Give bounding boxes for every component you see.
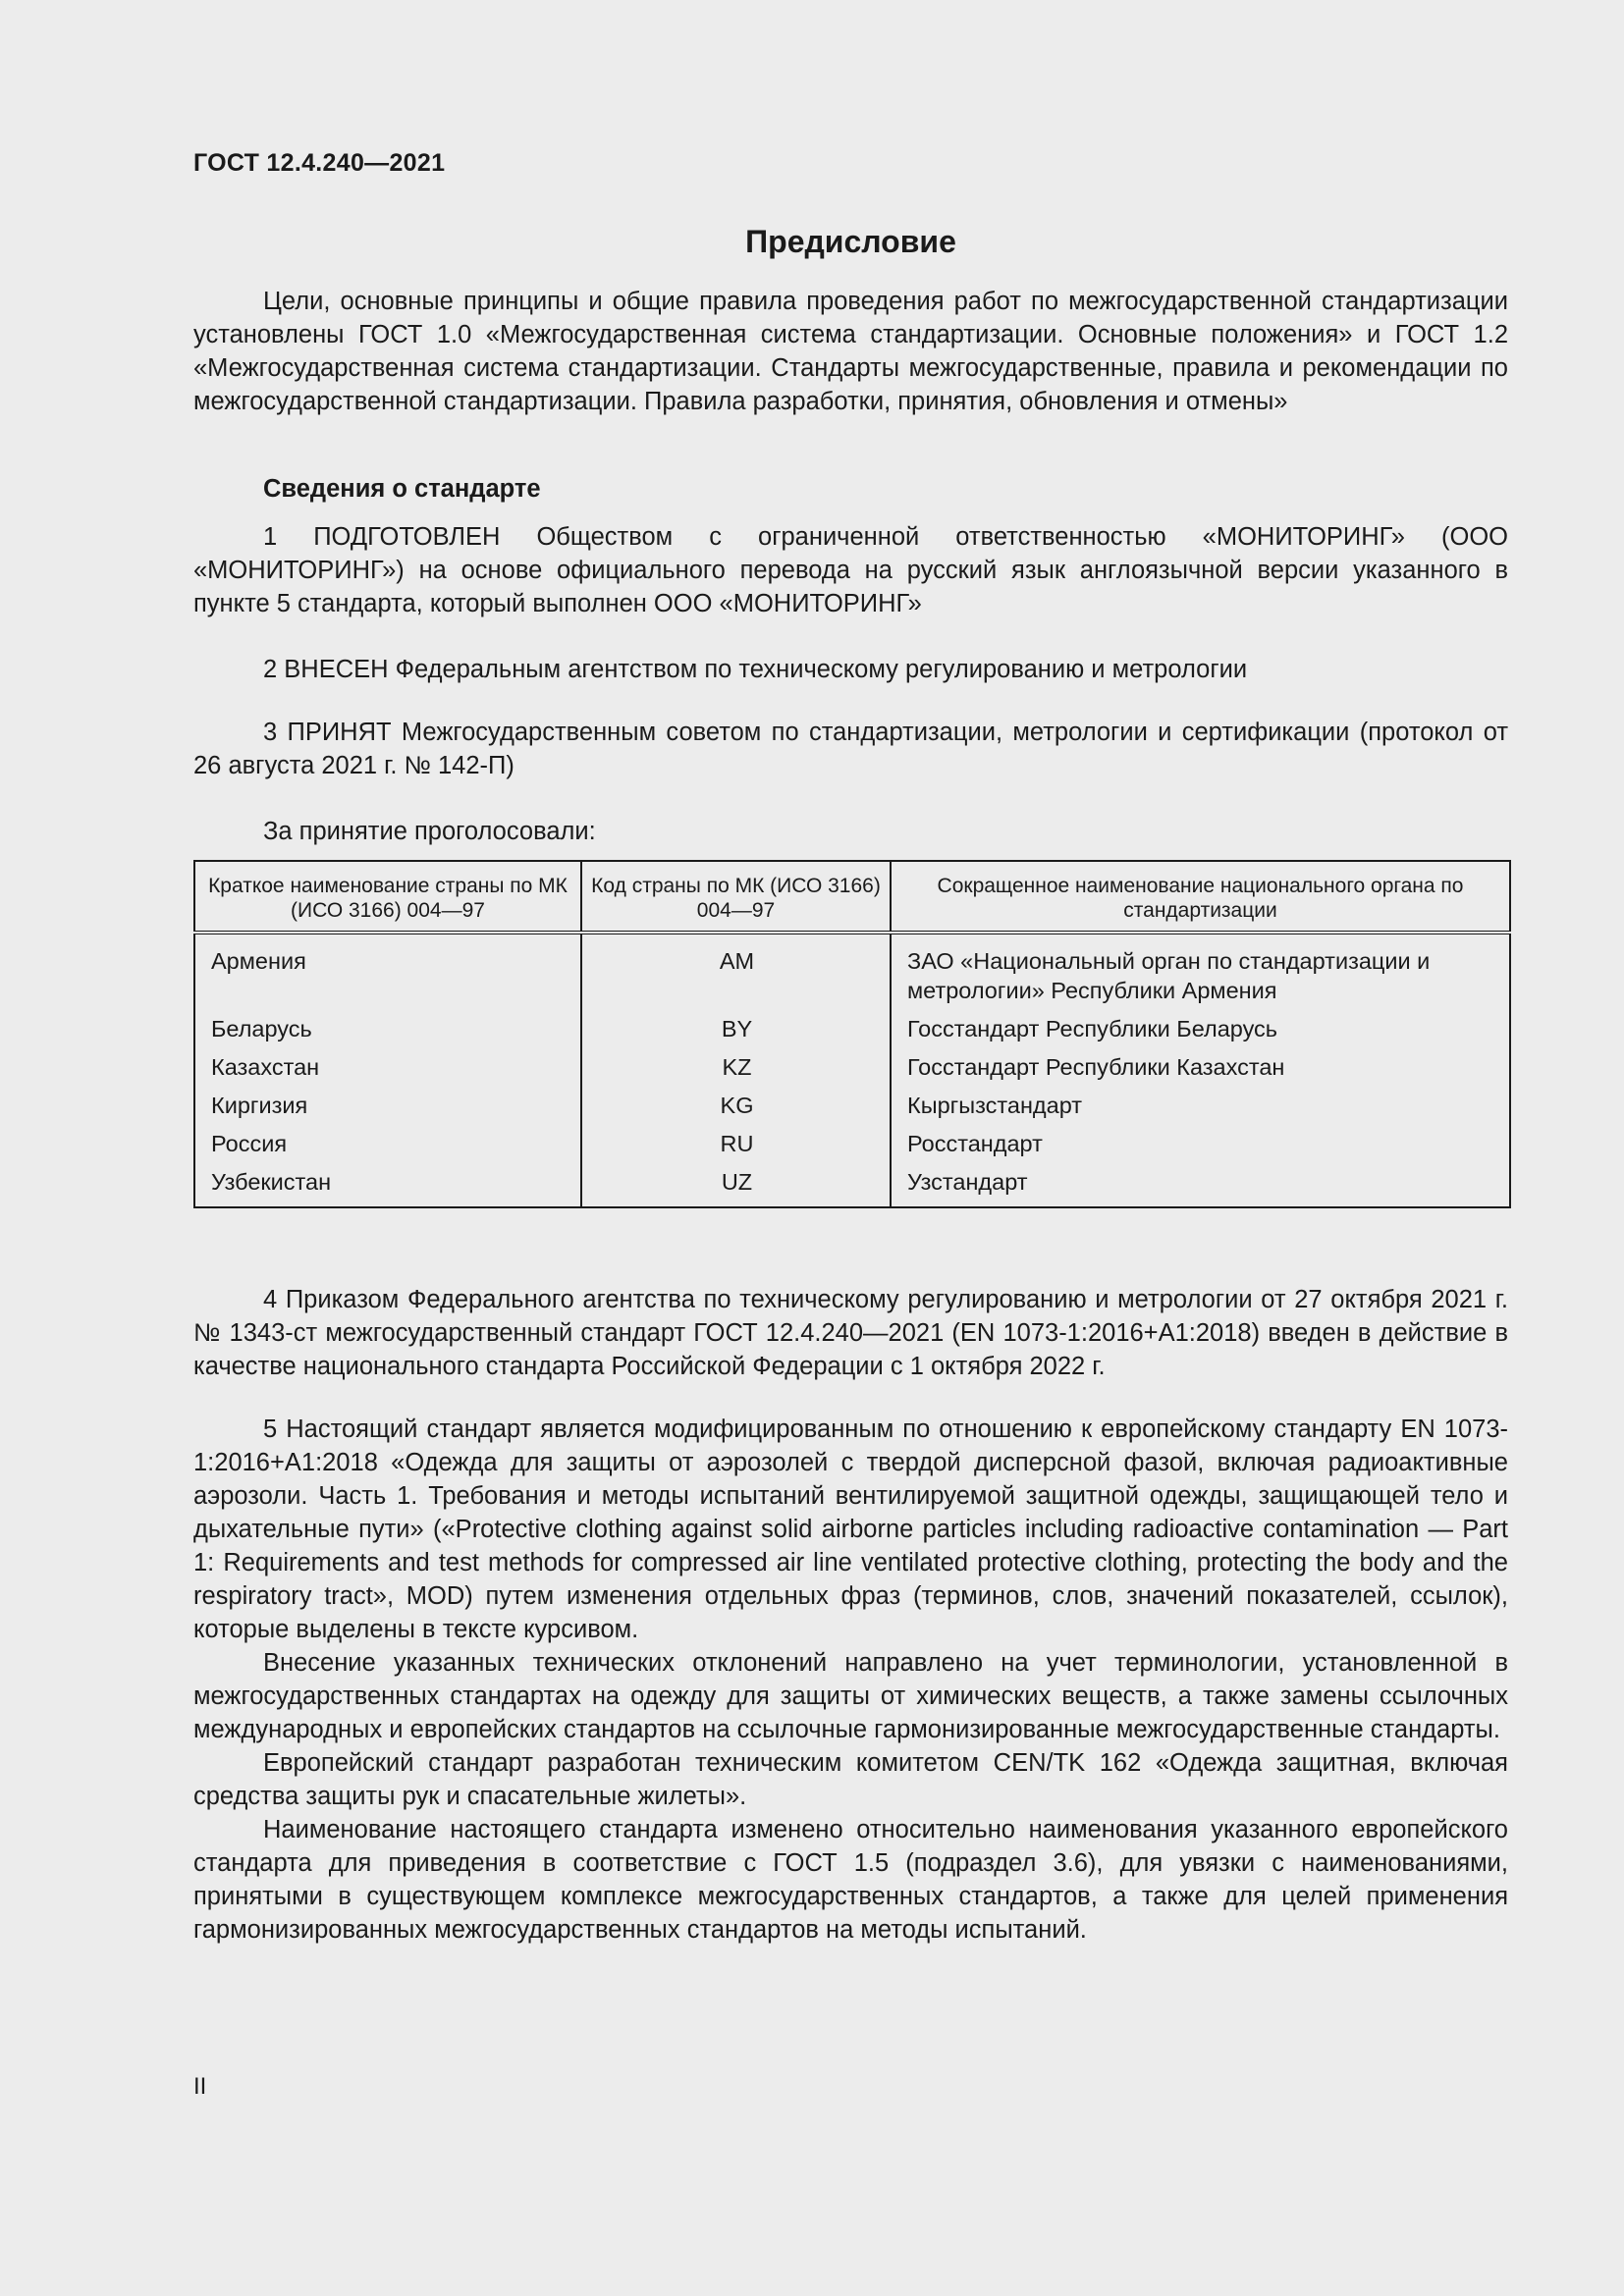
table-row xyxy=(194,1047,1510,1086)
item-2-paragraph: 2 ВНЕСЕН Федеральным агентством по техническому регулированию и метрологии xyxy=(263,656,1248,683)
cell-code: UZ xyxy=(581,1162,891,1207)
table-row xyxy=(194,1009,1510,1047)
voting-table xyxy=(193,860,1511,1208)
cell-code: KZ xyxy=(581,1047,891,1086)
item-5-paragraph: 5 Настоящий стандарт является модифицированным по отношению к европейскому стандарту EN 1073-1:2016+A1:2018 «Одежда для защиты от аэрозолей с твердой дисперсной фазой, включая радиоактивные аэрозоли. Часть 1. Требования и методы испытаний вентилируемой защитной одежды, защищающей тело и дыхательные пути» («Protective clothing against solid airborne particles including radioactive contamination — Part 1: Requirements and test methods for compressed air line ventilated protective clothing, protecting the body and the respiratory tract», MOD) путем изменения отдельных фраз (терминов, слов, значений показателей, ссылок), которые выделены в тексте курсивом. xyxy=(193,1415,1508,1643)
cell-country: Армения xyxy=(194,933,581,1009)
table-row xyxy=(194,933,1510,1009)
table-row xyxy=(194,1124,1510,1162)
cell-country: Узбекистан xyxy=(194,1162,581,1207)
header-body: Сокращенное наименование национального органа по стандартизации xyxy=(891,861,1510,933)
item-4-paragraph: 4 Приказом Федерального агентства по техническому регулированию и метрологии от 27 октября 2021 г. № 1343-ст межгосударственный стандарт ГОСТ 12.4.240—2021 (EN 1073-1:2016+A1:2018) введен в действие в качестве национального стандарта Российской Федерации с 1 октября 2022 г. xyxy=(193,1286,1508,1380)
cell-body: ЗАО «Национальный орган по стандартизации и метрологии» Республики Армения xyxy=(891,933,1510,1009)
committee-paragraph: Европейский стандарт разработан техническим комитетом CEN/TK 162 «Одежда защитная, включая средства защиты рук и спасательные жилеты». xyxy=(193,1749,1508,1810)
cell-country: Киргизия xyxy=(194,1086,581,1124)
cell-country: Беларусь xyxy=(194,1009,581,1047)
item-1-paragraph: 1 ПОДГОТОВЛЕН Обществом с ограниченной ответственностью «МОНИТОРИНГ» (ООО «МОНИТОРИНГ») на основе официального перевода на русский язык англоязычной версии указанного в пункте 5 стандарта, который выполнен ООО «МОНИТОРИНГ» xyxy=(193,523,1508,617)
table-row xyxy=(194,1162,1510,1207)
name-change-paragraph: Наименование настоящего стандарта изменено относительно наименования указанного европейского стандарта для приведения в соответствие с ГОСТ 1.5 (подраздел 3.6), для увязки с наименованиями, принятыми в существующем комплексе межгосударственных стандартов, а также для целей применения гармонизированных межгосударственных стандартов на методы испытаний. xyxy=(193,1816,1508,1944)
cell-body: Кыргызстандарт xyxy=(891,1086,1510,1124)
section-heading: Сведения о стандарте xyxy=(263,475,541,503)
cell-country: Россия xyxy=(194,1124,581,1162)
cell-code: RU xyxy=(581,1124,891,1162)
document-code: ГОСТ 12.4.240—2021 xyxy=(193,149,446,177)
deviations-paragraph: Внесение указанных технических отклонений направлено на учет терминологии, установленной в межгосударственных стандартах на одежду для защиты от химических веществ, а также замены ссылочных международных и европейских стандартов на ссылочные гармонизированные межгосударственные стандарты. xyxy=(193,1649,1508,1743)
intro-paragraph: Цели, основные принципы и общие правила проведения работ по межгосударственной стандартизации установлены ГОСТ 1.0 «Межгосударственная система стандартизации. Основные положения» и ГОСТ 1.2 «Межгосударственная система стандартизации. Стандарты межгосударственные, правила и рекомендации по межгосударственной стандартизации. Правила разработки, принятия, обновления и отмены» xyxy=(193,288,1508,415)
item-3-paragraph: 3 ПРИНЯТ Межгосударственным советом по стандартизации, метрологии и сертификации (протокол от 26 августа 2021 г. № 142-П) xyxy=(193,719,1508,779)
cell-code: KG xyxy=(581,1086,891,1124)
vote-intro: За принятие проголосовали: xyxy=(263,818,596,845)
cell-country: Казахстан xyxy=(194,1047,581,1086)
page-number: II xyxy=(193,2073,207,2100)
header-code: Код страны по МК (ИСО 3166) 004—97 xyxy=(581,861,891,933)
header-country: Краткое наименование страны по МК (ИСО 3166) 004—97 xyxy=(194,861,581,933)
table-header-row xyxy=(194,861,1510,933)
page-title: Предисловие xyxy=(745,224,956,259)
cell-code: AM xyxy=(581,933,891,1009)
cell-body: Госстандарт Республики Беларусь xyxy=(891,1009,1510,1047)
cell-body: Узстандарт xyxy=(891,1162,1510,1207)
item-5-section xyxy=(193,1413,1508,1947)
cell-code: BY xyxy=(581,1009,891,1047)
cell-body: Росстандарт xyxy=(891,1124,1510,1162)
cell-body: Госстандарт Республики Казахстан xyxy=(891,1047,1510,1086)
table-row xyxy=(194,1086,1510,1124)
